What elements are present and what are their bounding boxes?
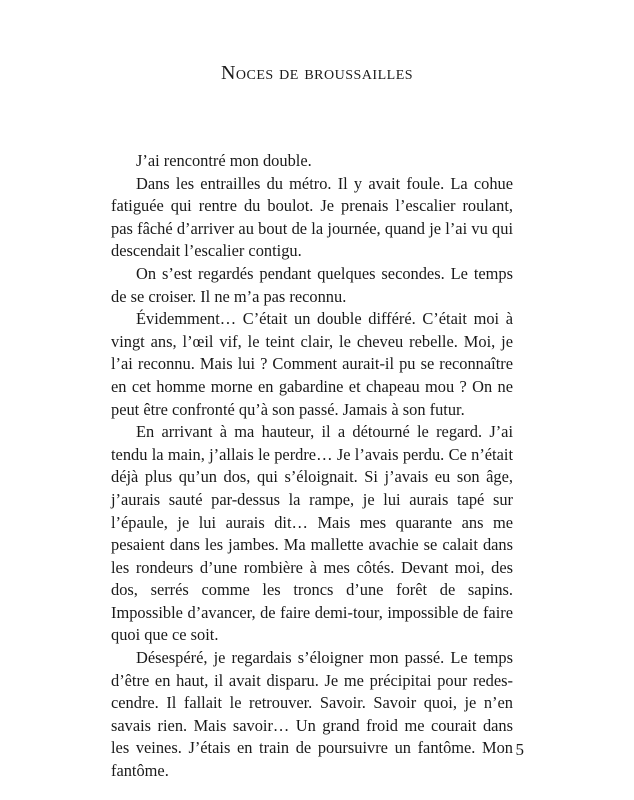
paragraph: Dans les entrailles du métro. Il y avait foule. La cohue fatiguée qui rentre du boulot. Je prenais l’escalier roulant, pas fâché d’arriver au bout de la journée, quand je l’ai vu qui descendait l’escalier contigu. — [111, 173, 513, 261]
body-text — [111, 150, 513, 783]
paragraph: J’ai rencontré mon double. — [136, 151, 312, 170]
paragraph: On s’est regardés pendant quelques secondes. Le temps de se croiser. Il ne m’a pas reconnu. — [111, 263, 513, 306]
page-number: 5 — [515, 740, 524, 759]
paragraph: En arrivant à ma hauteur, il a détourné le regard. J’ai tendu la main, j’allais le perdre… Je l’avais perdu. Ce n’était déjà plus qu’un dos, qui s’éloignait. Si j’avais eu son âge, j’aurais sauté par-dessus la rampe, je lui aurais tapé sur l’épaule, je lui aurais dit… Mais mes quarante ans me pesaient dans les jambes. Ma mallette avachie se calait dans les rondeurs d’une rombière à mes côtés. Devant moi, des dos, serrés comme les troncs d’une forêt de sapins. Impossible d’avancer, de faire demi-tour, impossible de faire quoi que ce soit. — [111, 422, 513, 645]
chapter-title: Noces de broussailles — [220, 62, 414, 84]
paragraph: Évidemment… C’était un double différé. C’était moi à vingt ans, l’œil vif, le teint clair, le cheveu rebelle. Moi, je l’ai reconnu. Mais lui ? Comment aurait-il pu se reconnaître en cet homme morne en gabardine et chapeau mou ? On ne peut être confronté qu’à son passé. Jamais à son futur. — [111, 309, 513, 419]
paragraph: Désespéré, je regardais s’éloigner mon passé. Le temps d’être en haut, il avait disparu. Je me précipitai pour redescendre. Il fallait le retrouver. Savoir. Savoir quoi, je n’en savais rien. Mais savoir… Un grand froid me courait dans les veines. J’étais en train de poursuivre un fantôme. Mon fantôme. — [111, 648, 513, 781]
